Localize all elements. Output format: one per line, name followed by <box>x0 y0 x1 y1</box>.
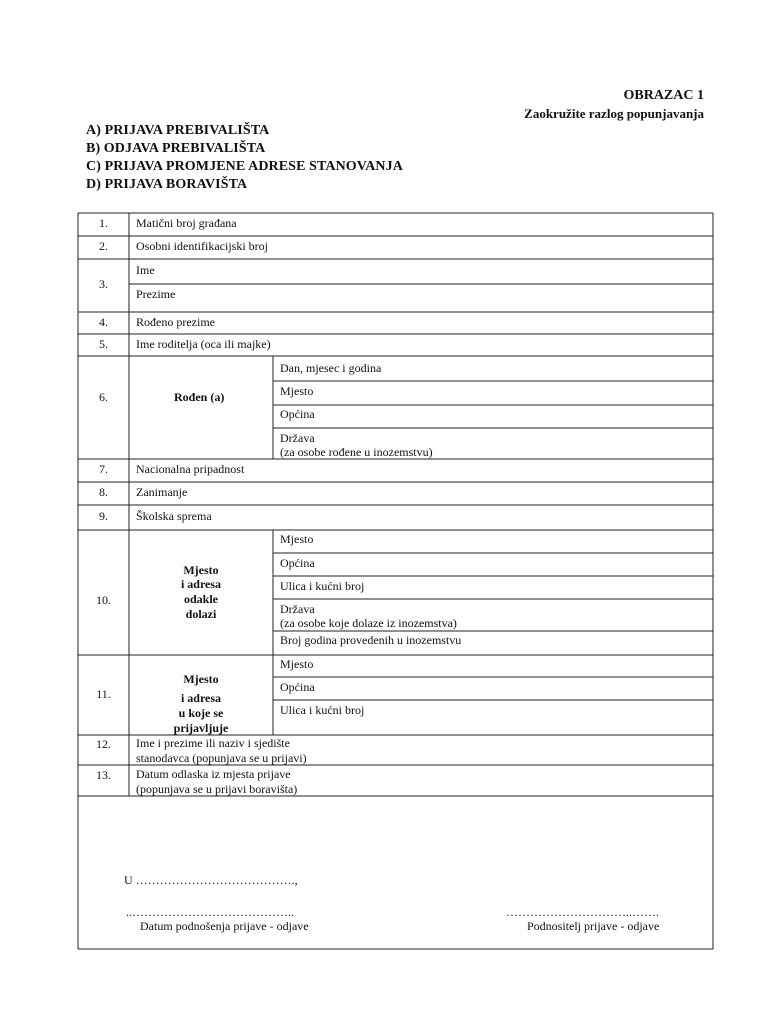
field-label-ime-roditelja: Ime roditelja (oca ili majke) <box>136 337 271 351</box>
field-label-nacionalnost: Nacionalna pripadnost <box>136 462 245 476</box>
row-number: 11. <box>96 687 111 701</box>
field-label-mjesto-prijave: Mjesto <box>280 657 314 671</box>
field-label-oib: Osobni identifikacijski broj <box>136 239 268 253</box>
form-instruction: Zaokružite razlog popunjavanja <box>524 106 704 121</box>
field-label-mjesto-rodenja: Mjesto <box>280 384 314 398</box>
group-label-odakle-line1: Mjesto <box>183 563 219 577</box>
option-c[interactable]: C) PRIJAVA PROMJENE ADRESE STANOVANJA <box>86 159 403 174</box>
group-label-prijavljuje-line4: prijavljuje <box>173 721 229 735</box>
field-label-skolska-sprema: Školska sprema <box>136 509 212 523</box>
field-label-opcina-odakle: Općina <box>280 556 315 570</box>
row-number: 6. <box>99 390 108 404</box>
row-number: 9. <box>99 509 108 523</box>
group-label-roden: Rođen (a) <box>174 390 225 404</box>
field-label-zanimanje: Zanimanje <box>136 485 188 499</box>
row-number: 1. <box>99 216 108 230</box>
field-label-opcina-prijave: Općina <box>280 680 315 694</box>
field-label-maticni-broj: Matični broj građana <box>136 216 237 230</box>
field-label-rodeno-prezime: Rođeno prezime <box>136 315 215 329</box>
field-label-stanodavac-line1: Ime i prezime ili naziv i sjedište <box>136 736 290 750</box>
group-label-odakle-line4: dolazi <box>185 607 217 621</box>
row-number: 12. <box>96 737 111 751</box>
field-label-prezime: Prezime <box>136 287 176 301</box>
row-number: 4. <box>99 315 108 329</box>
field-label-drzava-rodenja: Država <box>280 431 315 445</box>
field-label-datum-rodenja: Dan, mjesec i godina <box>280 361 382 375</box>
place-field[interactable]: U …………………………………., <box>124 873 298 887</box>
field-note-drzava-rodenja: (za osobe rođene u inozemstvu) <box>280 445 433 459</box>
group-label-prijavljuje-line3: u koje se <box>178 706 224 720</box>
field-label-mjesto-odakle: Mjesto <box>280 532 314 546</box>
signature-line[interactable]: …………………………..……. <box>506 905 659 919</box>
field-label-ulica-prijave: Ulica i kućni broj <box>280 703 365 717</box>
field-note-drzava-odakle: (za osobe koje dolaze iz inozemstva) <box>280 616 457 630</box>
field-label-drzava-odakle: Država <box>280 602 315 616</box>
row-number: 13. <box>96 768 111 782</box>
form-code: OBRAZAC 1 <box>623 88 704 103</box>
option-d[interactable]: D) PRIJAVA BORAVIŠTA <box>86 177 248 192</box>
row-number: 2. <box>99 239 108 253</box>
date-label: Datum podnošenja prijave - odjave <box>140 919 309 933</box>
signature-label: Podnositelj prijave - odjave <box>527 919 660 933</box>
row-number: 8. <box>99 485 108 499</box>
row-number: 5. <box>99 337 108 351</box>
option-b[interactable]: B) ODJAVA PREBIVALIŠTA <box>86 141 266 156</box>
option-a[interactable]: A) PRIJAVA PREBIVALIŠTA <box>86 123 270 138</box>
group-label-odakle-line2: i adresa <box>180 577 222 591</box>
row-number: 3. <box>99 277 108 291</box>
field-label-ime: Ime <box>136 263 155 277</box>
field-label-stanodavac-line2: stanodavca (popunjava se u prijavi) <box>136 751 307 765</box>
date-line[interactable]: ..………………………………….. <box>126 905 294 919</box>
group-label-odakle-line3: odakle <box>183 592 218 606</box>
field-label-opcina-rodenja: Općina <box>280 407 315 421</box>
field-label-ulica-odakle: Ulica i kućni broj <box>280 579 365 593</box>
row-number: 7. <box>99 462 108 476</box>
field-label-datum-odlaska-line2: (popunjava se u prijavi boravišta) <box>136 782 298 796</box>
row-number: 10. <box>96 593 111 607</box>
field-label-datum-odlaska-line1: Datum odlaska iz mjesta prijave <box>136 767 291 781</box>
field-label-godine-inozemstvo: Broj godina provedenih u inozemstvu <box>280 633 462 647</box>
group-label-prijavljuje-line2: i adresa <box>180 691 222 705</box>
group-label-prijavljuje-line1: Mjesto <box>183 672 219 686</box>
